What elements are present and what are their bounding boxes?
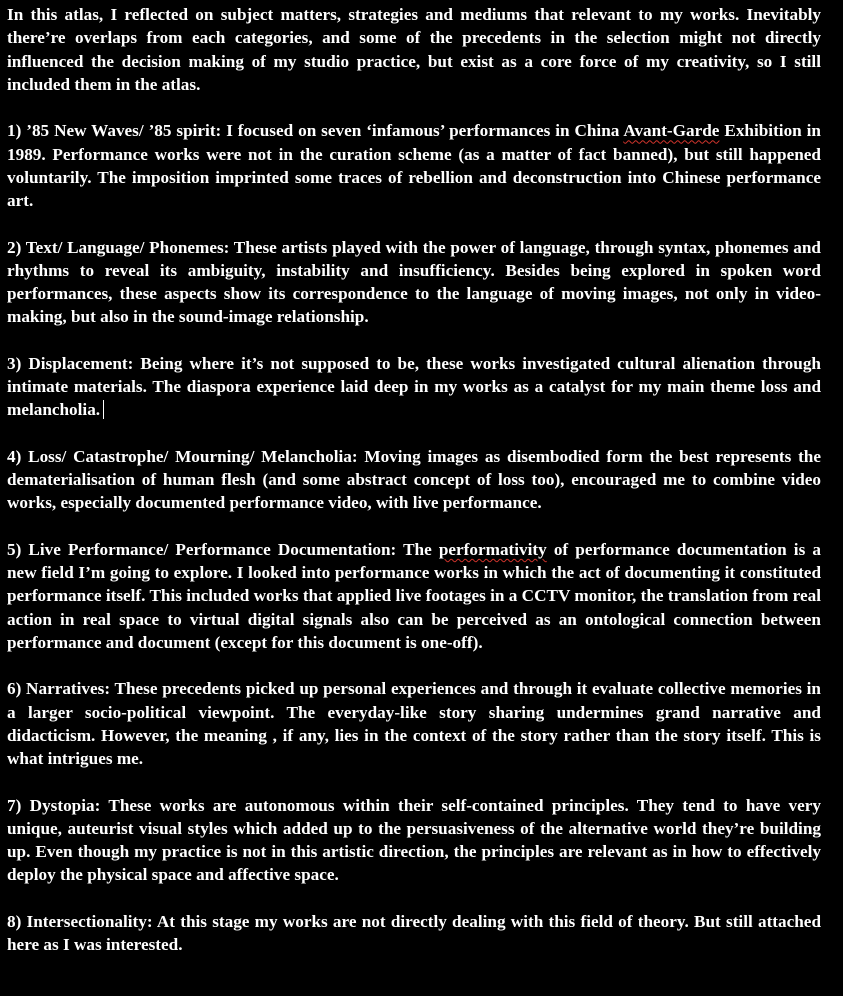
paragraph-live-performance[interactable] <box>7 538 821 654</box>
paragraph-text: 5) Live Performance/ Performance Documentation: The <box>7 539 439 559</box>
paragraph-text: 3) Displacement: Being where it’s not supposed to be, these works investigated cultural alienation through intimate materials. The diaspora experience laid deep in my works as a catalyst for my main theme loss and melancholia. <box>7 353 821 420</box>
paragraph-85-new-waves[interactable] <box>7 119 821 212</box>
misspelled-word[interactable]: Avant-Garde <box>623 121 720 141</box>
intro-paragraph[interactable]: In this atlas, I reflected on subject matters, strategies and mediums that relevant to my works. Inevitably there’re overlaps from each categories, and some of the precedents in the selection might not directly influenced the decision making of my studio practice, but exist as a core force of my creativity, so I still included them in the atlas. <box>7 5 821 94</box>
paragraph-text: Exhibition in 1989. Performance works were not in the curation scheme (as a matter of fact banned), but still happened voluntarily. The imposition imprinted some traces of rebellion and deconstruction into Chinese performance art. <box>7 121 821 210</box>
paragraph-text-language-phonemes[interactable]: 2) Text/ Language/ Phonemes: These artists played with the power of language, through syntax, phonemes and rhythms to reveal its ambiguity, instability and insufficiency. Besides being explored in spoken word performances, these aspects show its correspondence to the language of moving images, not only in video-making, but also in the sound-image relationship. <box>7 237 821 327</box>
paragraph-intersectionality[interactable]: 8) Intersectionality: At this stage my works are not directly dealing with this field of theory. But still attached here as I was interested. <box>7 911 821 954</box>
paragraph-narratives[interactable]: 6) Narratives: These precedents picked up personal experiences and through it evaluate collective memories in a larger socio-political viewpoint. The everyday-like story sharing undermines grand narrative and didacticism. However, the meaning , if any, lies in the context of the story rather than the story itself. This is what intrigues me. <box>7 679 821 768</box>
paragraph-text: of performance documentation is a new field I’m going to explore. I looked into performance works in which the act of documenting it constituted performance itself. This included works that applied live footages in a CCTV monitor, the translation from real action in real space to virtual digital signals also can be perceived as an ontological connection between performance and document (except for this document is one-off). <box>7 539 821 652</box>
paragraph-displacement[interactable] <box>7 352 821 422</box>
paragraph-loss-melancholia[interactable]: 4) Loss/ Catastrophe/ Mourning/ Melancholia: Moving images as disembodied form the best represents the dematerialisation of human flesh (and some abstract concept of loss too), encouraged me to combine video works, especially documented performance video, with live performance. <box>7 446 821 513</box>
text-cursor <box>103 400 104 419</box>
misspelled-word[interactable]: performativity <box>438 539 547 559</box>
paragraph-text: 1) ’85 New Waves/ ’85 spirit: I focused on seven ‘infamous’ performances in China <box>7 121 624 141</box>
paragraph-dystopia[interactable]: 7) Dystopia: These works are autonomous within their self-contained principles. They tend to have very unique, auteurist visual styles which added up to the persuasiveness of the alternative world they’re building up. Even though my practice is not in this artistic direction, the principles are relevant as in how to effectively deploy the physical space and affective space. <box>7 795 821 885</box>
